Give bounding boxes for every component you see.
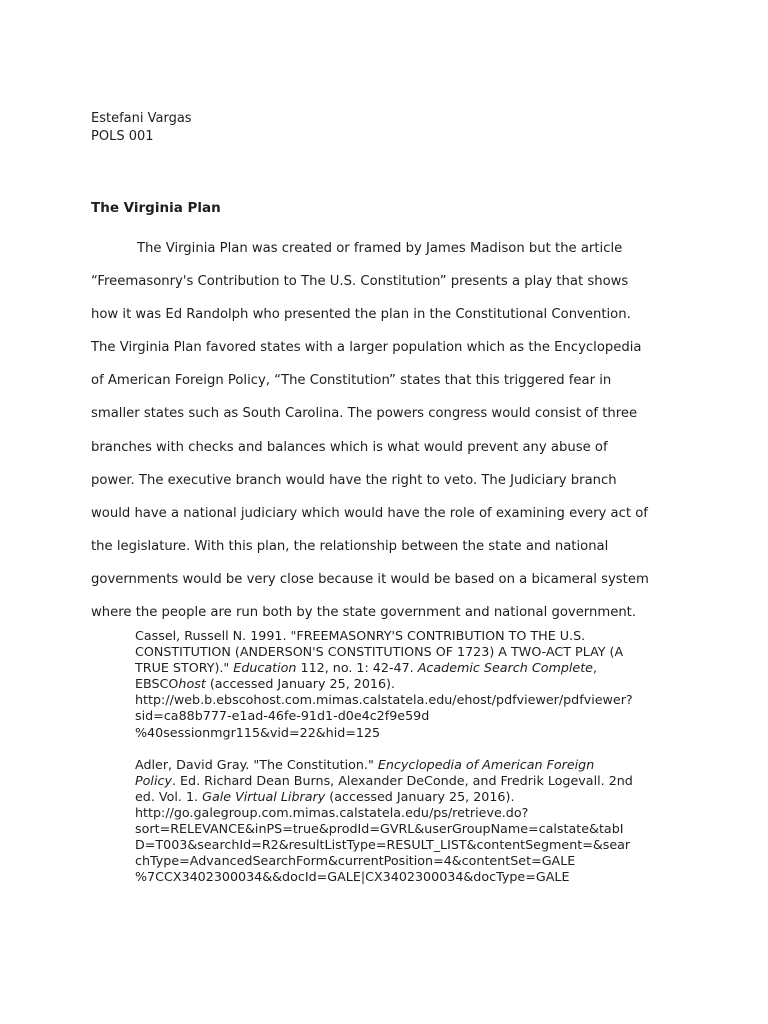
reference-text: 112, no. 1: 42-47. <box>296 660 418 676</box>
body-line: branches with checks and balances which is what would prevent any abuse of <box>91 439 608 455</box>
body-line: smaller states such as South Carolina. The powers congress would consist of three <box>91 406 638 422</box>
reference-line <box>135 676 633 692</box>
document-title: The Virginia Plan <box>91 200 221 216</box>
reference-text: (accessed January 25, 2016). <box>325 788 515 804</box>
body-line: would have a national judiciary which would have the role of examining every act of <box>91 505 648 521</box>
body-line: “Freemasonry's Contribution to The U.S. Constitution” presents a play that shows <box>91 274 629 290</box>
reference-url: chType=AdvancedSearchForm&currentPosition=4&contentSet=GALE <box>135 853 576 869</box>
reference-line <box>135 757 633 773</box>
reference-text: , <box>592 660 598 676</box>
reference-url: http://web.b.ebscohost.com.mimas.calstatela.edu/ehost/pdfviewer/pdfviewer? <box>135 692 633 708</box>
reference-line <box>135 789 633 805</box>
body-line: of American Foreign Policy, “The Constitution” states that this triggered fear in <box>91 373 612 389</box>
reference-text: TRUE STORY)." <box>135 660 234 676</box>
encyclopedia-title: Policy <box>135 772 172 788</box>
database-name: Academic Search Complete <box>417 660 593 676</box>
body-line: the legislature. With this plan, the relationship between the state and national <box>91 538 609 554</box>
reference-text: Adler, David Gray. "The Constitution." <box>135 756 378 772</box>
reference-entry-adler <box>135 757 633 886</box>
body-line: governments would be very close because it would be based on a bicameral system <box>91 571 649 587</box>
reference-url: sort=RELEVANCE&inPS=true&prodId=GVRL&userGroupName=calstate&tabI <box>135 821 624 837</box>
reference-url: sid=ca88b777-e1ad-46fe-91d1-d0e4c2f9e59d <box>135 708 430 724</box>
reference-url: %40sessionmgr115&vid=22&hid=125 <box>135 724 381 740</box>
library-name: Gale Virtual Library <box>202 788 326 804</box>
reference-line <box>135 660 633 676</box>
body-line: power. The executive branch would have the right to veto. The Judiciary branch <box>91 472 617 488</box>
course-code: POLS 001 <box>91 129 154 144</box>
encyclopedia-title: Encyclopedia of American Foreign <box>377 756 595 772</box>
reference-text: . Ed. Richard Dean Burns, Alexander DeConde, and Fredrik Logevall. 2nd <box>171 772 633 788</box>
body-line: The Virginia Plan was created or framed by James Madison but the article <box>137 241 623 256</box>
references-list <box>135 628 633 901</box>
body-line: where the people are run both by the state government and national government. <box>91 605 637 621</box>
reference-url: http://go.galegroup.com.mimas.calstatela.edu/ps/retrieve.do? <box>135 804 529 820</box>
reference-line: CONSTITUTION (ANDERSON'S CONSTITUTIONS OF 1723) A TWO-ACT PLAY (A <box>135 644 624 660</box>
body-paragraph <box>91 232 649 629</box>
reference-line <box>135 773 633 789</box>
reference-url: %7CCX3402300034&&docId=GALE|CX3402300034&docType=GALE <box>135 869 570 885</box>
reference-text: EBSCO <box>135 676 179 692</box>
database-name: host <box>178 676 206 692</box>
journal-title: Education <box>233 660 297 676</box>
document-header <box>91 110 192 146</box>
body-line: The Virginia Plan favored states with a larger population which as the Encyclopedia <box>91 340 642 356</box>
reference-text: (accessed January 25, 2016). <box>205 676 396 692</box>
body-line: how it was Ed Randolph who presented the plan in the Constitutional Convention. <box>91 307 631 323</box>
reference-url: D=T003&searchId=R2&resultListType=RESULT_LIST&contentSegment=&sear <box>135 837 631 853</box>
reference-line: Cassel, Russell N. 1991. "FREEMASONRY'S CONTRIBUTION TO THE U.S. <box>135 628 586 643</box>
reference-entry-cassel <box>135 628 633 741</box>
author-name: Estefani Vargas <box>91 111 192 126</box>
reference-text: ed. Vol. 1. <box>135 788 203 804</box>
